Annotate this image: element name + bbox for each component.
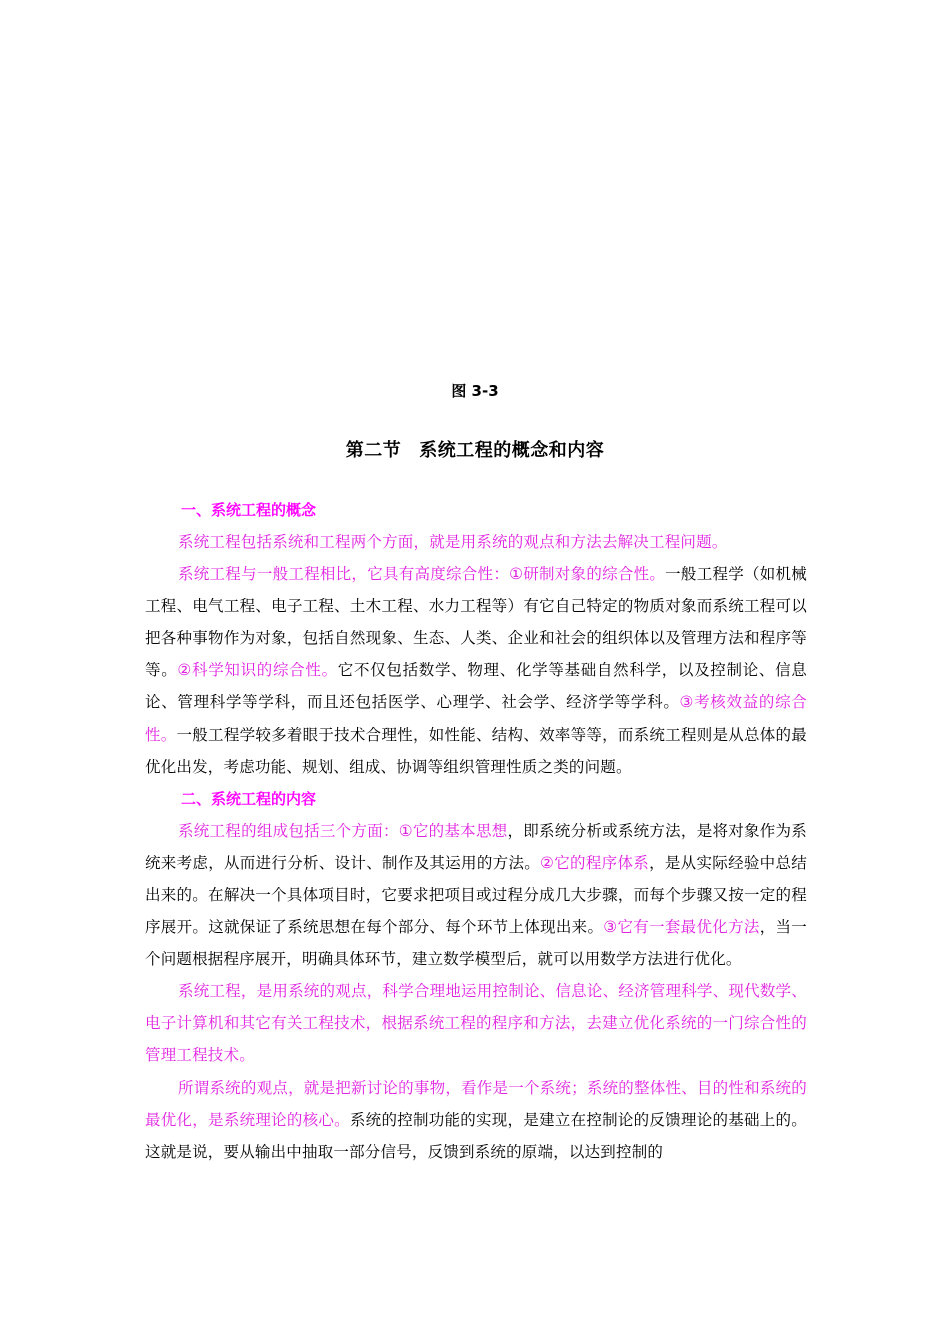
text-optimization: 一般工程学较多着眼于技术合理性，如性能、结构、效率等等，而系统工程则是从总体的最优化出发，考虑功能、规划、组成、协调等组织管理性质之类的问题。 (145, 725, 807, 776)
paragraph-composition (145, 815, 807, 975)
heading-concept: 一、系统工程的概念 (181, 501, 317, 519)
highlight-optimization-method: ③它有一套最优化方法 (603, 918, 760, 937)
figure-caption: 图 3-3 (451, 382, 499, 400)
text-general-engineering: 一般工程学（如机械工程、电气工程、电子工程、土木工程、水力工程等）有它自己特定的物质对象而系统工程可以把各种事物作为对象，包括自然现象、生态、人类、企业和社会的组织体以及管理方法和程序等等。 (145, 565, 807, 680)
paragraph-systems-engineering-definition: 系统工程，是用系统的观点，科学合理地运用控制论、信息论、经济管理科学、现代数学、电子计算机和其它有关工程技术，根据系统工程的程序和方法，去建立优化系统的一门综合性的管理工程技术。 (145, 982, 807, 1065)
highlight-system-viewpoint: 所谓系统的观点，就是把新讨论的事物，看作是一个系统；系统的整体性、目的性和系统的最优化，是系统理论的核心。 (145, 1078, 807, 1129)
highlight-benefit-evaluation: ③考核效益的综合性。 (145, 693, 807, 744)
text-disciplines: 它不仅包括数学、物理、化学等基础自然科学，以及控制论、信息论、管理科学等学科，而且还包括医学、心理学、社会学、经济学等学科。 (145, 661, 807, 712)
highlight-scientific-knowledge: ②科学知识的综合性。 (177, 661, 338, 680)
text-system-analysis: ，即系统分析或系统方法，是将对象作为系统来考虑，从而进行分析、设计、制作及其运用的方法。 (145, 821, 807, 872)
section-title (0, 436, 950, 462)
paragraph-comprehensiveness (145, 558, 807, 783)
section-number: 第二节 (345, 440, 402, 461)
highlight-procedure-system: ②它的程序体系 (540, 853, 650, 872)
document-body (145, 494, 807, 1168)
highlight-research-object: 系统工程与一般工程相比，它具有高度综合性：①研制对象的综合性。 (178, 565, 666, 584)
text-math-optimization: ，当一个问题根据程序展开，明确具体环节，建立数学模型后，就可以用数学方法进行优化。 (145, 918, 807, 969)
paragraph-system-viewpoint (145, 1072, 807, 1168)
text-procedure: ，是从实际经验中总结出来的。在解决一个具体项目时，它要求把项目或过程分成几大步骤，而每个步骤又按一定的程序展开。这就保证了系统思想在每个部分、每个环节上体现出来。 (145, 853, 807, 937)
text-feedback-theory: 系统的控制功能的实现，是建立在控制论的反馈理论的基础上的。这就是说，要从输出中抽取一部分信号，反馈到系统的原端，以达到控制的 (145, 1110, 807, 1161)
highlight-basic-idea: 系统工程的组成包括三个方面：①它的基本思想 (178, 821, 508, 840)
heading-content: 二、系统工程的内容 (181, 789, 317, 808)
section-title-text: 系统工程的概念和内容 (419, 440, 605, 461)
paragraph-definition: 系统工程包括系统和工程两个方面，就是用系统的观点和方法去解决工程问题。 (178, 533, 728, 551)
